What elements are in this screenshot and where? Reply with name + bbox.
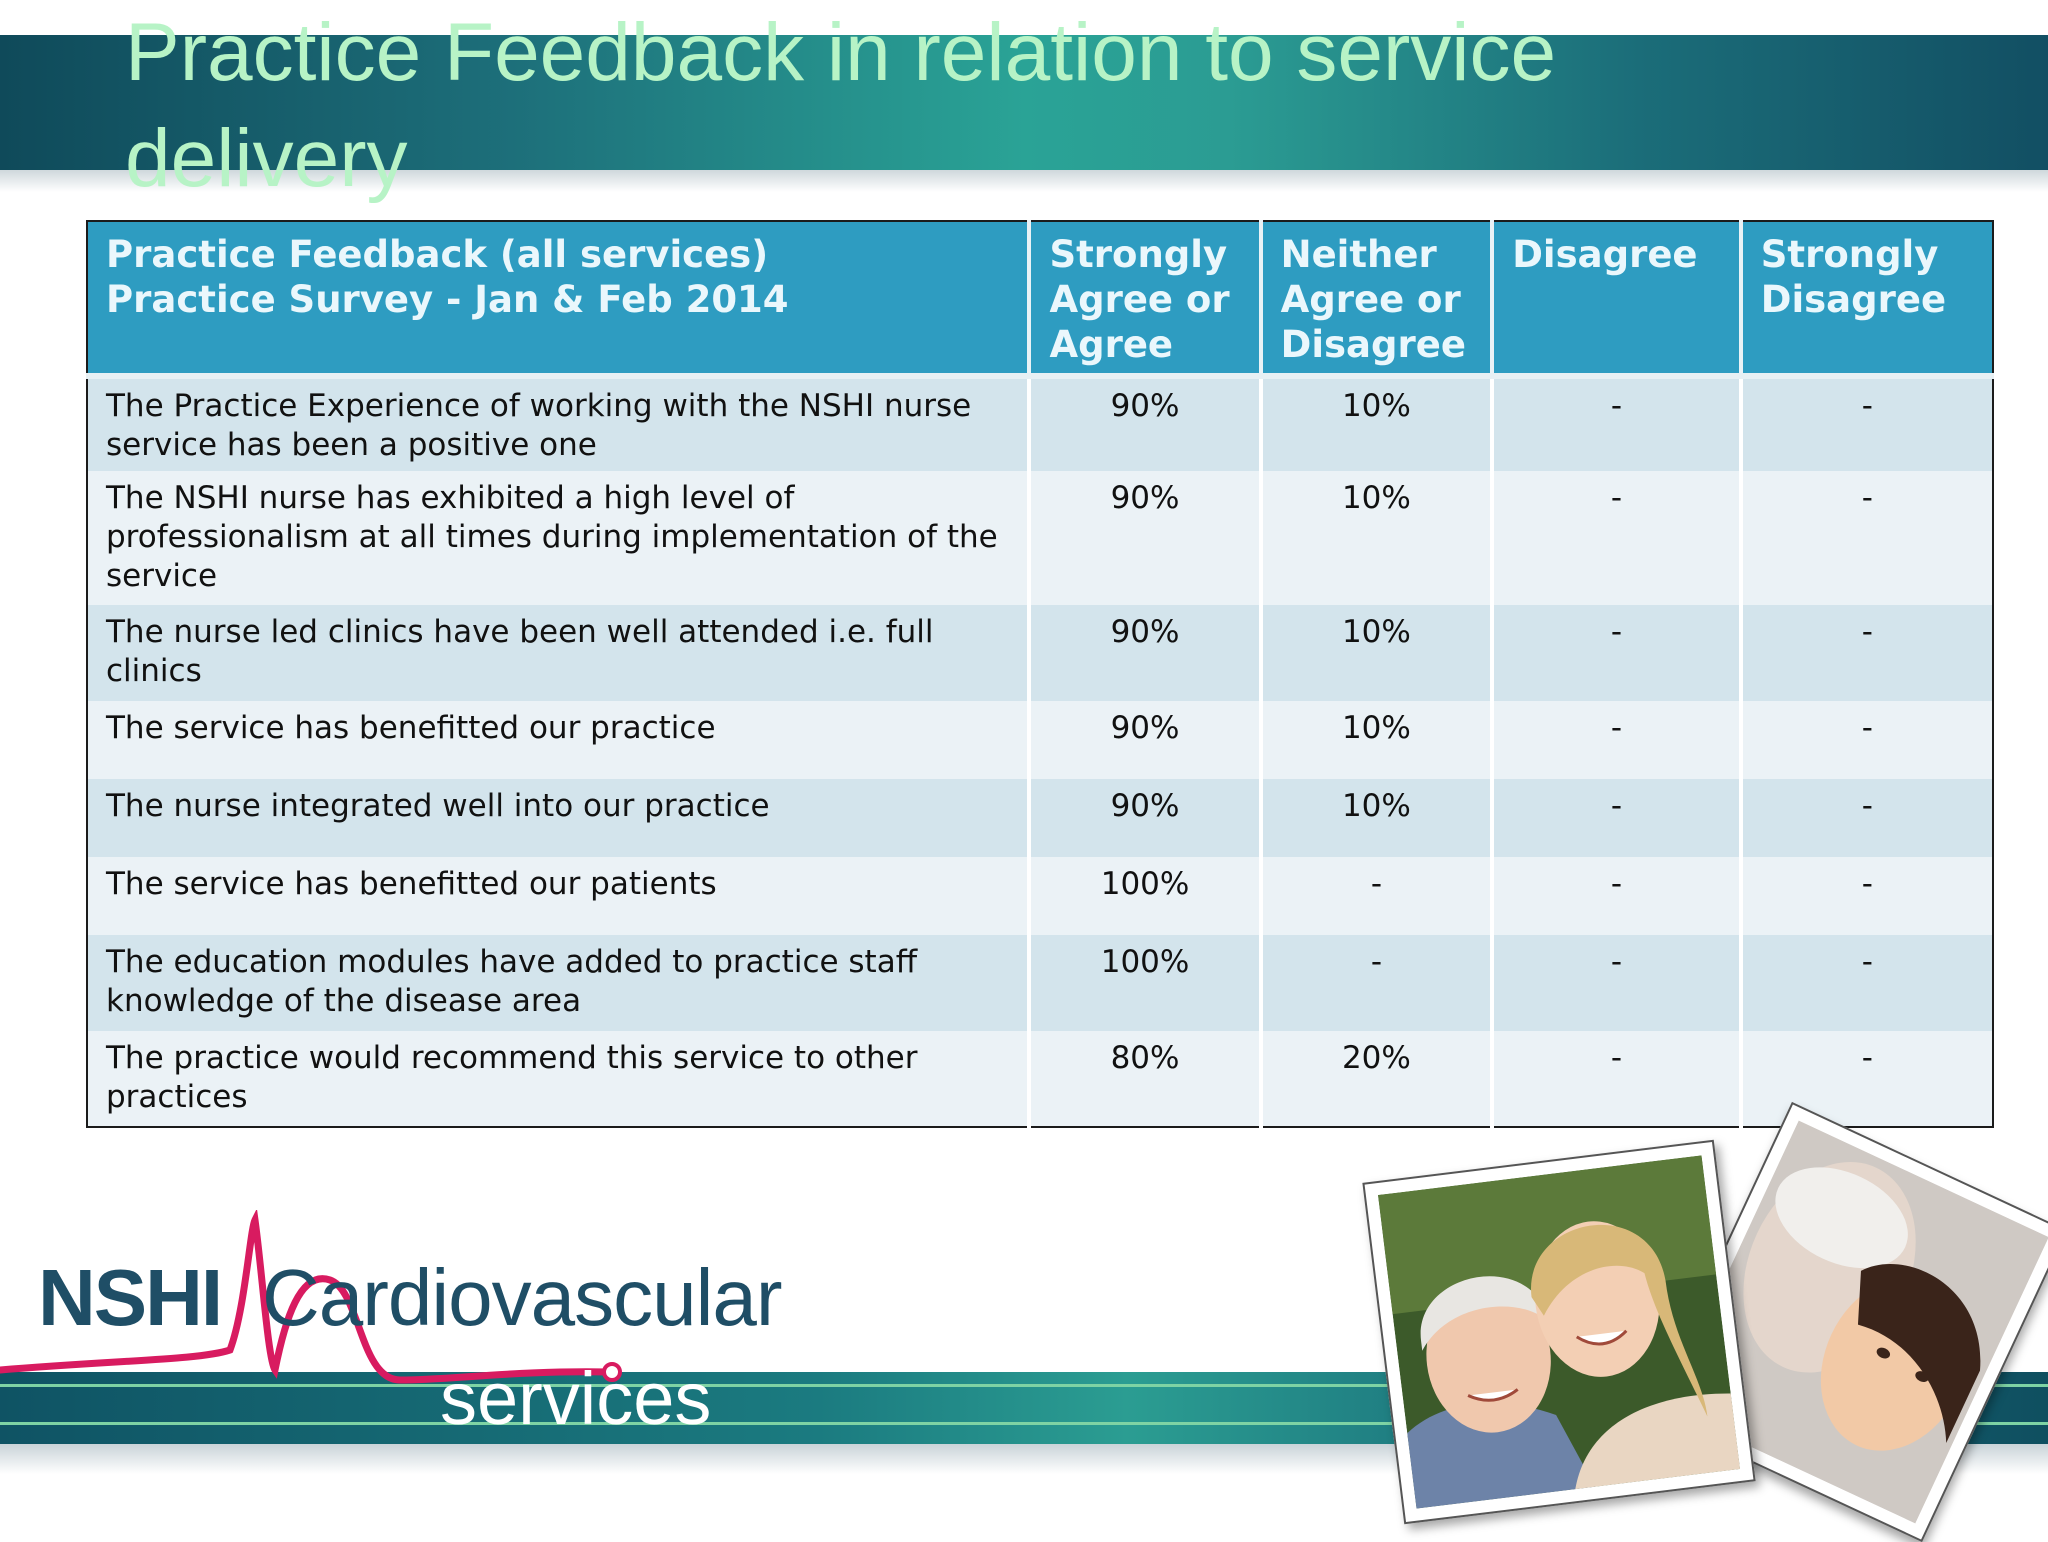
header-neither: Neither Agree or Disagree — [1261, 221, 1493, 376]
table-row — [87, 779, 1993, 857]
slide-title-line-1: Practice Feedback in relation to service — [125, 7, 1557, 98]
row-agree: 90% — [1029, 605, 1260, 701]
row-strongly-disagree: - — [1741, 605, 1993, 701]
row-neither: 10% — [1261, 701, 1493, 779]
row-strongly-disagree: - — [1741, 1031, 1993, 1127]
row-agree: 80% — [1029, 1031, 1260, 1127]
survey-table — [86, 220, 1994, 1128]
table-row — [87, 701, 1993, 779]
row-neither: 10% — [1261, 471, 1493, 605]
row-agree: 100% — [1029, 935, 1260, 1031]
logo-brand: NSHI — [38, 1253, 222, 1342]
header-statement: Practice Feedback (all services) Practice Survey - Jan & Feb 2014 — [87, 221, 1029, 376]
row-statement: The education modules have added to practice staff knowledge of the disease area — [87, 935, 1029, 1031]
row-statement: The service has benefitted our practice — [87, 701, 1029, 779]
row-strongly-disagree: - — [1741, 471, 1993, 605]
row-agree: 100% — [1029, 857, 1260, 935]
row-disagree: - — [1492, 701, 1741, 779]
mother-daughter-photo-icon — [1378, 1155, 1740, 1508]
row-strongly-disagree: - — [1741, 376, 1993, 471]
row-strongly-disagree: - — [1741, 935, 1993, 1031]
row-disagree: - — [1492, 605, 1741, 701]
table-row — [87, 935, 1993, 1031]
row-agree: 90% — [1029, 779, 1260, 857]
row-neither: - — [1261, 935, 1493, 1031]
row-statement: The service has benefitted our patients — [87, 857, 1029, 935]
table-row — [87, 857, 1993, 935]
row-disagree: - — [1492, 471, 1741, 605]
family-photo — [1362, 1140, 1755, 1525]
row-neither: 10% — [1261, 779, 1493, 857]
nshi-logo — [0, 1210, 800, 1460]
slide-title — [125, 0, 1925, 212]
table-row — [87, 376, 1993, 471]
logo-name: Cardiovascular — [262, 1253, 782, 1342]
row-statement: The Practice Experience of working with the NSHI nurse service has been a positive one — [87, 376, 1029, 471]
header-agree: Strongly Agree or Agree — [1029, 221, 1260, 376]
header-disagree: Disagree — [1492, 221, 1741, 376]
row-statement: The practice would recommend this service to other practices — [87, 1031, 1029, 1127]
row-strongly-disagree: - — [1741, 701, 1993, 779]
table-row — [87, 471, 1993, 605]
row-statement: The nurse led clinics have been well attended i.e. full clinics — [87, 605, 1029, 701]
table-row — [87, 1031, 1993, 1127]
row-agree: 90% — [1029, 376, 1260, 471]
row-disagree: - — [1492, 1031, 1741, 1127]
logo-sub: services — [440, 1357, 712, 1440]
slide-title-line-2: delivery — [125, 113, 408, 204]
row-strongly-disagree: - — [1741, 779, 1993, 857]
row-statement: The nurse integrated well into our practice — [87, 779, 1029, 857]
header-strongly-disagree: Strongly Disagree — [1741, 221, 1993, 376]
row-disagree: - — [1492, 376, 1741, 471]
table-row — [87, 605, 1993, 701]
row-agree: 90% — [1029, 471, 1260, 605]
table-header-row — [87, 221, 1993, 376]
row-neither: - — [1261, 857, 1493, 935]
row-agree: 90% — [1029, 701, 1260, 779]
row-disagree: - — [1492, 779, 1741, 857]
row-strongly-disagree: - — [1741, 857, 1993, 935]
row-statement: The NSHI nurse has exhibited a high level of professionalism at all times during implementation of the service — [87, 471, 1029, 605]
row-disagree: - — [1492, 935, 1741, 1031]
row-disagree: - — [1492, 857, 1741, 935]
row-neither: 10% — [1261, 605, 1493, 701]
row-neither: 20% — [1261, 1031, 1493, 1127]
row-neither: 10% — [1261, 376, 1493, 471]
